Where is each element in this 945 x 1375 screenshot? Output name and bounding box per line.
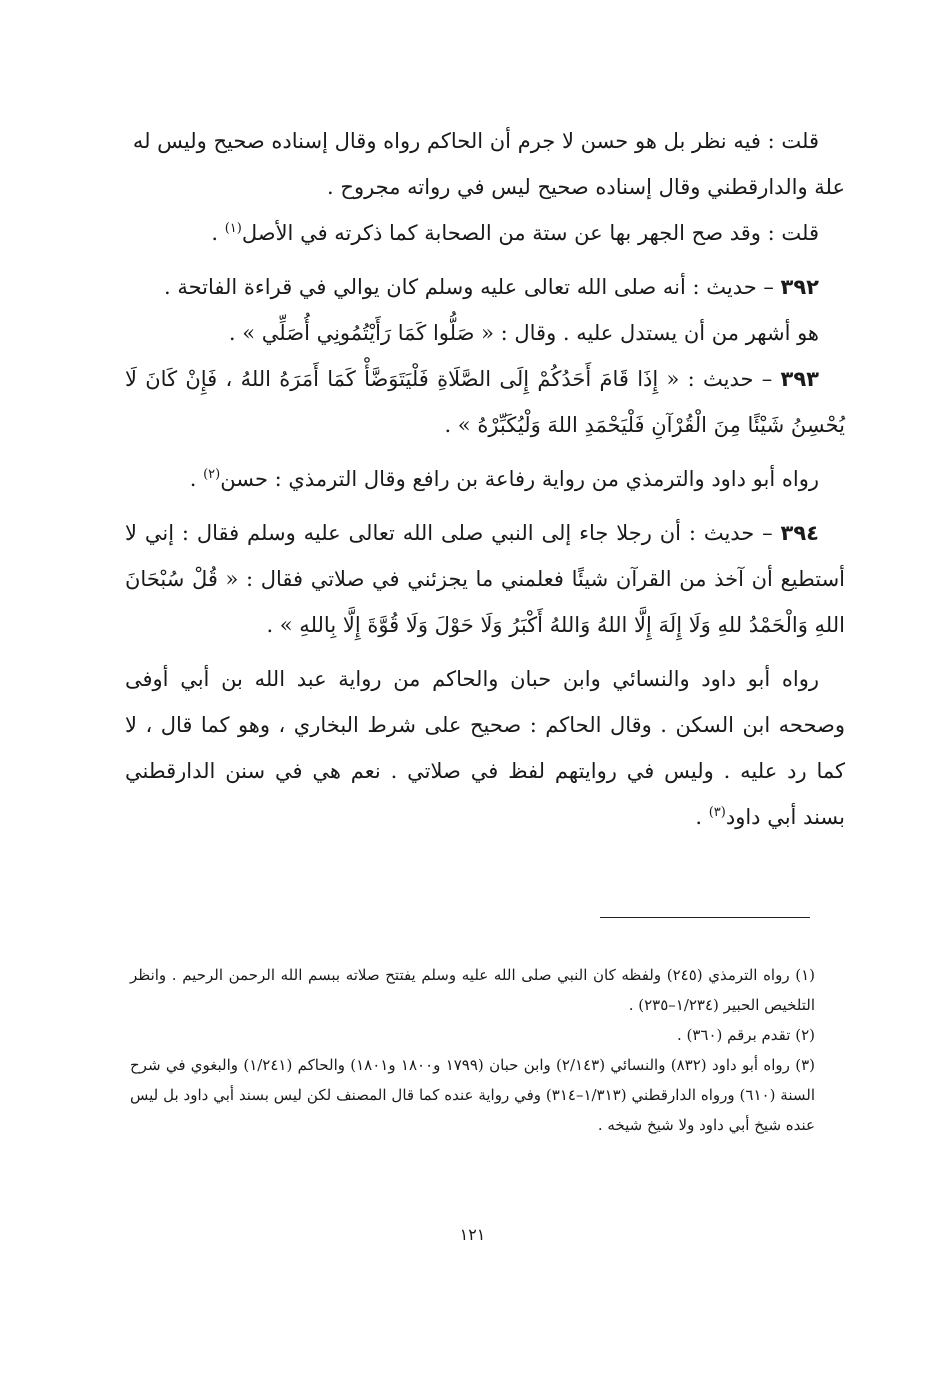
hadith-comment-text: رواه أبو داود والنسائي وابن حبان والحاكم من رواية عبد الله بن أبي أوفى وصححه ابن السكن . وقال الحاكم : صحيح على شرط البخاري ، وهو كما قال ، لا كما رد عليه . وليس في روايتهم لفظ في صلاتي . نعم هي في سنن الدارقطني بسند أبي داود — [125, 667, 845, 829]
hadith-393-comment — [125, 456, 845, 502]
hadith-392-comment — [125, 310, 845, 356]
hadith-text: – حديث : أنه صلى الله تعالى عليه وسلم كان يوالي في قراءة الفاتحة . — [163, 275, 781, 299]
main-text — [125, 118, 845, 840]
hadith-comment-text: هو أشهر من أن يستدل عليه . وقال : « صَلُّوا كَمَا رَأَيْتُمُونِي أُصَلِّي » . — [228, 321, 819, 345]
paragraph-comment-1 — [125, 118, 845, 210]
hadith-number: ٣٩٤ — [780, 521, 819, 545]
footnotes — [130, 960, 815, 1140]
footnote-ref-3: (٣) — [708, 805, 726, 820]
period: . — [189, 467, 204, 491]
paragraph-comment-2 — [125, 210, 845, 256]
hadith-394 — [125, 510, 845, 648]
period: . — [211, 221, 225, 245]
footnote-3: (٣) رواه أبو داود (٨٣٢) والنسائي (٢/١٤٣) وابن حبان (١٧٩٩ و١٨٠٠ و١٨٠١) والحاكم (١/٢٤١) والبغوي في شرح السنة (٦١٠) ورواه الدارقطني (١/٣١٣–٣١٤) وفي رواية عنده كما قال المصنف لكن ليس بسند أبي داود بل ليس عنده شيخ أبي داود ولا شيخ شيخه . — [130, 1056, 815, 1134]
comment-text: قلت : وقد صح الجهر بها عن ستة من الصحابة كما ذكرته في الأصل — [241, 221, 819, 245]
footnote-ref-2: (٢) — [203, 467, 221, 482]
period: . — [695, 805, 709, 829]
hadith-number: ٣٩٢ — [780, 275, 819, 299]
hadith-comment-text: رواه أبو داود والترمذي من رواية رفاعة بن رافع وقال الترمذي : حسن — [220, 467, 819, 491]
hadith-393 — [125, 356, 845, 448]
hadith-394-comment — [125, 656, 845, 840]
footnote-1: (١) رواه الترمذي (٢٤٥) ولفظه كان النبي صلى الله عليه وسلم يفتتح صلاته ببسم الله الرحمن الرحيم . وانظر التلخيص الحبير (١/٢٣٤–٢٣٥) . — [130, 966, 815, 1014]
hadith-392 — [125, 264, 845, 310]
hadith-text: – حديث : « إِذَا قَامَ أَحَدُكُمْ إِلَى الصَّلَاةِ فَلْيَتَوَضَّأْ كَمَا أَمَرَهُ اللهُ ، فَإِنْ كَانَ لَا يُحْسِنُ شَيْئًا مِنَ الْقُرْآنِ فَلْيَحْمَدِ اللهَ وَلْيُكَبِّرْهُ » . — [125, 367, 845, 437]
hadith-text: – حديث : أن رجلا جاء إلى النبي صلى الله تعالى عليه وسلم فقال : إني لا أستطيع أن آخذ من القرآن شيئًا فعلمني ما يجزئني في صلاتي فقال : « قُلْ سُبْحَانَ اللهِ وَالْحَمْدُ للهِ وَلَا إِلَهَ إِلَّا اللهُ وَاللهُ أَكْبَرُ وَلَا حَوْلَ وَلَا قُوَّةَ إِلَّا بِاللهِ » . — [125, 521, 845, 637]
comment-line-1: قلت : فيه نظر بل هو حسن لا جرم أن الحاكم رواه وقال إسناده صحيح وليس له — [132, 129, 819, 153]
page-number: ١٢١ — [459, 1225, 486, 1244]
footnote-2: (٢) تقدم برقم (٣٦٠) . — [676, 1026, 815, 1044]
comment-line-2: علة والدارقطني وقال إسناده صحيح ليس في رواته مجروح . — [327, 175, 845, 199]
footnote-ref-1: (١) — [224, 221, 242, 236]
hadith-number: ٣٩٣ — [780, 367, 819, 391]
footnote-separator — [600, 917, 810, 918]
